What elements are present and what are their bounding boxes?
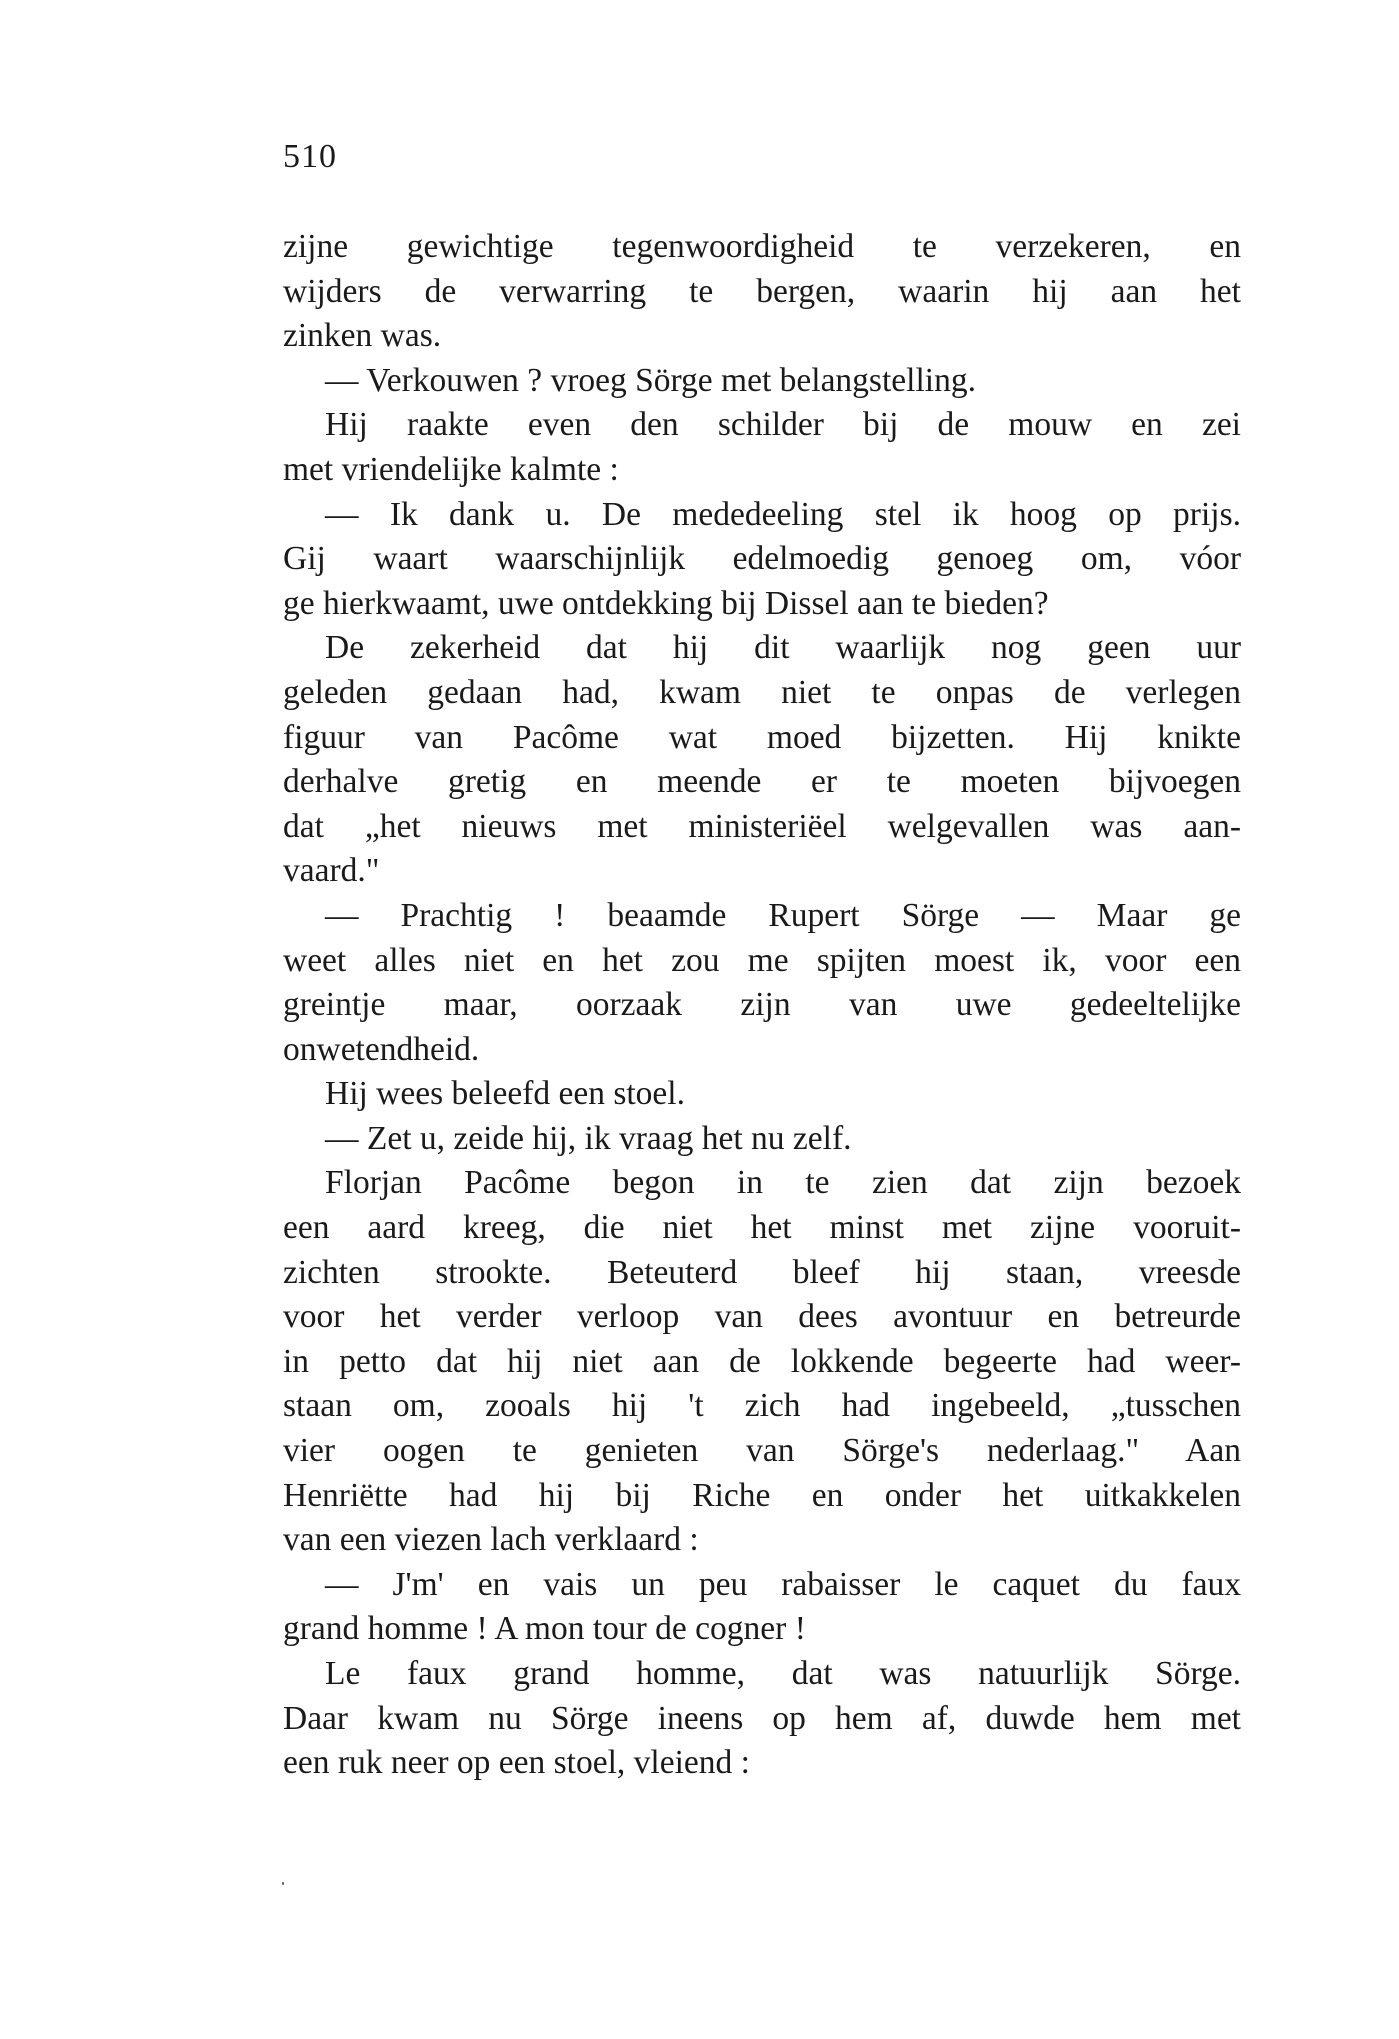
text-line: vaard." <box>283 852 380 890</box>
text-line: — Zet u, zeide hij, ik vraag het nu zelf. <box>325 1119 852 1157</box>
text-line: greintje maar, oorzaak zijn van uwe gedeeltelijke <box>283 986 1241 1024</box>
text-line: een aard kreeg, die niet het minst met zijne vooruit- <box>283 1209 1241 1247</box>
text-line: Hij raakte even den schilder bij de mouw en zei <box>325 406 1241 444</box>
text-line: — Prachtig ! beaamde Rupert Sörge — Maar ge <box>325 896 1241 934</box>
text-line: vier oogen te genieten van Sörge's nederlaag." Aan <box>283 1432 1241 1470</box>
text-line: Gij waart waarschijnlijk edelmoedig genoeg om, vóor <box>283 540 1241 578</box>
text-line: onwetendheid. <box>283 1030 480 1068</box>
text-line: ge hierkwaamt, uwe ontdekking bij Dissel aan te bieden? <box>283 584 1049 622</box>
text-line: met vriendelijke kalmte : <box>283 450 619 488</box>
text-line: Henriëtte had hij bij Riche en onder het uitkakkelen <box>283 1476 1241 1514</box>
text-line: dat „het nieuws met ministeriëel welgevallen was aan- <box>283 807 1241 845</box>
body-text <box>283 225 1241 1786</box>
text-line: Florjan Pacôme begon in te zien dat zijn bezoek <box>325 1164 1241 1202</box>
text-line: zichten strookte. Beteuterd bleef hij staan, vreesde <box>283 1253 1241 1291</box>
text-line: voor het verder verloop van dees avontuur en betreurde <box>283 1298 1241 1336</box>
text-line: Daar kwam nu Sörge ineens op hem af, duwde hem met <box>283 1699 1241 1737</box>
text-line: een ruk neer op een stoel, vleiend : <box>283 1744 750 1782</box>
text-line: — Verkouwen ? vroeg Sörge met belangstelling. <box>325 361 976 399</box>
text-line: staan om, zooals hij 't zich had ingebeeld, „tusschen <box>283 1387 1241 1425</box>
text-line: Hij wees beleefd een stoel. <box>325 1075 685 1113</box>
text-line: zijne gewichtige tegenwoordigheid te verzekeren, en <box>283 228 1241 265</box>
text-line: — J'm' en vais un peu rabaisser le caquet du faux <box>325 1565 1241 1603</box>
text-line: wijders de verwarring te bergen, waarin hij aan het <box>283 272 1241 310</box>
paper-speck <box>282 1882 284 1885</box>
page-number: 510 <box>283 138 337 175</box>
text-line: zinken was. <box>283 317 442 355</box>
text-line: van een viezen lach verklaard : <box>283 1521 699 1559</box>
text-line: — Ik dank u. De mededeeling stel ik hoog op prijs. <box>325 495 1241 533</box>
text-line: geleden gedaan had, kwam niet te onpas de verlegen <box>283 673 1241 711</box>
text-line: Le faux grand homme, dat was natuurlijk Sörge. <box>325 1655 1241 1692</box>
text-line: figuur van Pacôme wat moed bijzetten. Hij knikte <box>283 718 1241 756</box>
text-line: in petto dat hij niet aan de lokkende begeerte had weer- <box>283 1342 1241 1380</box>
text-line: weet alles niet en het zou me spijten moest ik, voor een <box>283 941 1241 979</box>
text-line: De zekerheid dat hij dit waarlijk nog geen uur <box>325 629 1241 667</box>
text-line: derhalve gretig en meende er te moeten bijvoegen <box>283 763 1241 801</box>
text-line: grand homme ! A mon tour de cogner ! <box>283 1610 806 1648</box>
